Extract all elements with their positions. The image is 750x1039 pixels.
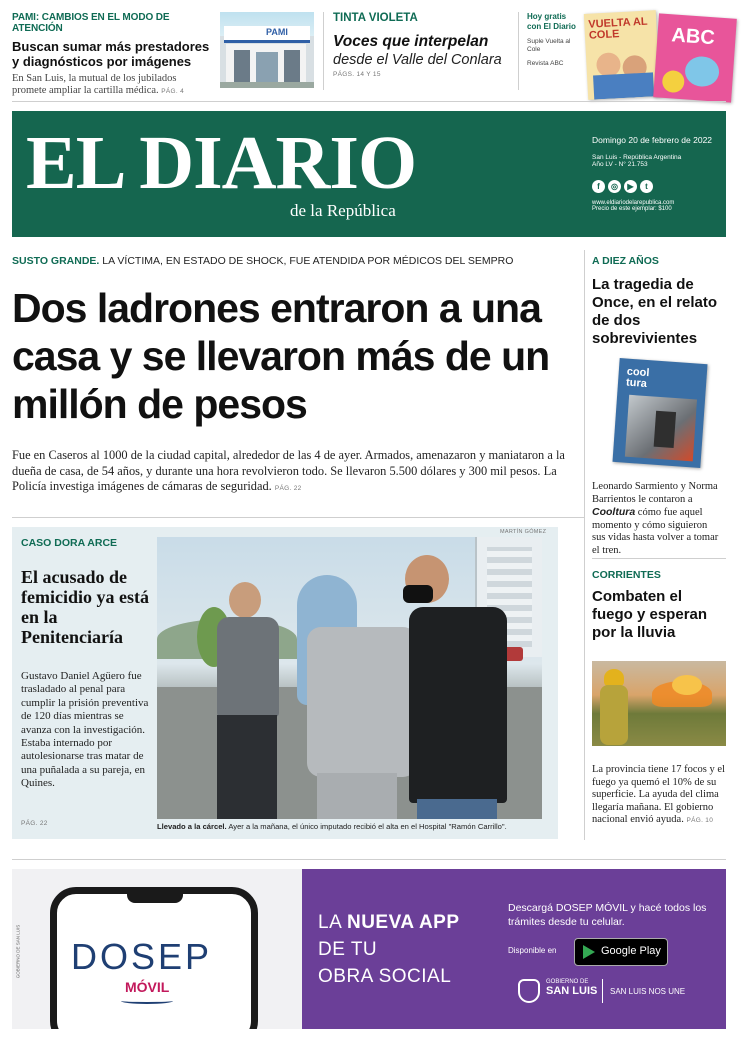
dora-body: Gustavo Daniel Agüero fue trasladado al penal para cumplir la prisión preventiva de 120 días mientras se avanza con la investigación. Estaba internado por autolesionarse tras matar de una puñalada a su pareja, en Quines. [21,670,149,790]
main-kicker [12,255,572,267]
hoy-gratis[interactable] [527,12,582,68]
social-icons [592,176,720,194]
facebook-icon[interactable]: f [592,180,605,193]
ad-slogan: SAN LUIS NOS UNE [610,987,686,996]
main-kicker-lead: SUSTO GRANDE. [12,255,100,267]
ad-purple-panel [302,869,726,1029]
corrientes-body-text: La provincia tiene 17 focos y el fuego ya quemó el 10% de su superficie. La ayuda del clima llegaría mañana. El gobierno nacional envió ayuda. [592,764,725,825]
dora-caption-bold: Llevado a la cárcel. [157,822,227,831]
cover1-title: VUELTA AL COLE [588,15,648,42]
tinta-title: Voces que interpelan [333,33,489,50]
dora-kicker: CASO DORA ARCE [21,537,118,549]
cooltura-brand: Cooltura [592,506,636,518]
tinta-teaser[interactable] [333,12,515,78]
top-divider-2 [518,12,519,90]
pami-body-text: En San Luis, la mutual de los jubilados promete ampliar la cartilla médica. [12,73,177,96]
ad-cta: Descargá DOSEP MÓVIL y hacé todos los trámites desde tu celular. [508,902,707,928]
photo-credit: MARTÍN GÓMEZ [500,529,547,535]
youtube-icon[interactable]: ▶ [624,180,637,193]
gov-name: SAN LUIS [546,985,598,997]
fire-photo [592,661,726,746]
cooltura-cover-title: cool tura [625,365,650,390]
cover-vuelta-al-cole[interactable] [584,10,660,100]
store-label: Google Play [601,945,661,957]
ad-line-1-pre: LA [318,912,342,933]
cover2-title: ABC [670,24,716,50]
play-icon [583,945,595,959]
tinta-kicker: TINTA VIOLETA [333,12,418,24]
hoy-title: Hoy gratis con El Diario [527,12,576,31]
tinta-page: PÁGS. 14 Y 15 [333,71,381,78]
side-divider [584,250,585,840]
top-strip-rule [12,101,726,102]
pami-body [12,73,212,98]
footer-rule [12,859,726,860]
pami-teaser[interactable] [12,12,212,98]
main-body [12,448,580,497]
masthead-info [592,135,720,212]
ad-headline [318,909,460,990]
edition-date: Domingo 20 de febrero de 2022 [592,135,713,145]
gov-label [546,979,597,997]
ad-line-2: DE TU [318,939,378,960]
main-headline[interactable]: Dos ladrones entraron a una casa y se llevaron más de un millón de pesos [12,285,550,427]
google-play-badge[interactable] [574,938,668,966]
edition-number: Año LV - N° 21.753 [592,161,648,168]
pami-title: Buscan sumar más prestadores y diagnósticos por imágenes [12,39,210,69]
ad-line-3: OBRA SOCIAL [318,966,452,987]
once-body [592,481,722,557]
pami-kicker: PAMI: CAMBIOS EN EL MODO DE ATENCIÓN [12,12,170,34]
ad-line-1-bold: NUEVA APP [346,912,460,933]
dora-caption-text: Ayer a la mañana, el único imputado recibió el alta en el Hospital "Ramón Carrillo". [228,822,507,831]
cover-abc[interactable] [653,13,737,102]
top-divider-1 [323,12,324,90]
masthead [12,111,726,237]
tinta-subtitle: desde el Valle del Conlara [333,52,502,68]
corrientes-page: PÁG. 10 [686,817,714,824]
website[interactable]: www.eldiariodelarepublica.com [592,200,675,206]
dora-headline[interactable]: El acusado de femicidio ya está en la Penitenciaría [21,567,149,647]
prisoner-photo [157,537,542,819]
edition-location: San Luis - República Argentina [592,154,682,161]
pami-sign: PAMI [266,27,288,37]
hoy-item-1: Suple Vuelta al Cole [527,38,571,53]
dosep-logo-sub: MÓVIL [125,979,170,995]
price: Precio de este ejemplar: $100 [592,206,672,212]
main-page: PÁG. 22 [274,485,302,492]
ad-line-1 [318,909,460,936]
san-luis-crest-icon [518,979,540,1003]
corrientes-kicker: CORRIENTES [592,569,661,581]
dosep-logo: DOSEP [71,936,213,977]
phone-mockup [50,887,258,1029]
hoy-item-2: Revista ABC [527,60,564,67]
pami-building-image [220,12,314,88]
dora-caption [157,822,549,831]
side-rule [592,558,726,559]
once-body-1: Leonardo Sarmiento y Norma Barrientos le contaron a [592,481,718,505]
main-rule [12,517,584,518]
main-kicker-rest: LA VÍCTIMA, EN ESTADO DE SHOCK, FUE ATENDIDA POR MÉDICOS DEL SEMPRO [102,255,514,267]
corrientes-headline[interactable]: Combaten el fuego y esperan por la lluvia [592,588,708,641]
ad-side-note: GOBIERNO DE SAN LUIS [15,924,21,979]
pami-page: PÁG. 4 [161,88,185,95]
once-body-2: cómo fue aquel momento y cómo siguieron sus vidas hasta volver a tomar el tren. [592,507,719,556]
main-body-text: Fue en Caseros al 1000 de la ciudad capital, alrededor de las 4 de ayer. Armados, amenazaron y maniataron a la dueña de casa, de 54 años, y durante una hora revolvieron todo. Se llevaron 5.500 dólares y 300 mil pesos. La Policía investiga imágenes de cámaras de seguridad. [12,448,565,493]
dosep-ad[interactable] [12,869,726,1029]
logo[interactable]: EL DIARIO [26,121,417,205]
logo-sub: de la República [290,201,396,220]
once-kicker: A DIEZ AÑOS [592,255,659,267]
corrientes-body [592,764,726,828]
cooltura-cover[interactable] [612,358,707,468]
once-headline[interactable]: La tragedia de Once, en el relato de dos sobrevivientes [592,276,718,347]
ad-available: Disponible en [508,946,557,955]
gov-small: GOBIERNO DE [546,979,589,985]
twitter-icon[interactable]: t [640,180,653,193]
instagram-icon[interactable]: ◎ [608,180,621,193]
dora-page: PÁG. 22 [21,820,48,827]
